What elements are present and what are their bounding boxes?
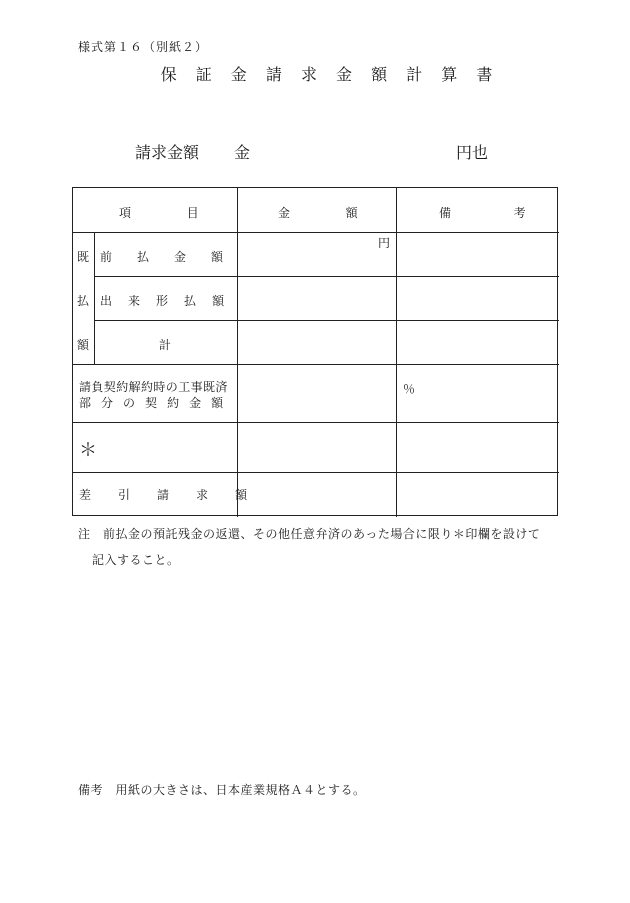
footnote: [78, 521, 540, 573]
row-progress-label: 出 来 形 払 額: [100, 294, 225, 308]
page-title: 保 証 金 請 求 金 額 計 算 書: [160, 65, 500, 84]
row-contract-label-line1: 請負契約解約時の工事既済: [79, 380, 228, 394]
header-item: [119, 204, 199, 221]
percent-unit: ％: [403, 382, 416, 396]
calculation-table: [72, 187, 558, 516]
remarks-note: 備考 用紙の大きさは、日本産業規格Ａ４とする。: [78, 783, 366, 797]
header-remarks-char-1: 備: [439, 206, 452, 220]
header-item-char-2: 目: [186, 206, 199, 220]
footnote-line-1: 注 前払金の預託残金の返還、その他任意弁済のあった場合に限り＊印欄を設けて: [78, 527, 541, 541]
header-remarks-char-2: 考: [513, 206, 526, 220]
group-label-char-3: 額: [77, 338, 90, 352]
header-remarks: [439, 204, 526, 221]
yen-unit: 円: [378, 236, 391, 250]
group-label-char-2: 払: [77, 294, 90, 308]
claim-kin-label: 金: [234, 143, 251, 162]
header-amount: [278, 204, 358, 221]
form-number: 様式第１６（別紙２）: [78, 40, 209, 54]
header-amount-char-2: 額: [345, 206, 358, 220]
row-contract-label-line2: 部 分 の 契 約 金 額: [79, 396, 224, 410]
claim-yen-label: 円也: [456, 143, 489, 162]
row-asterisk-label: ＊: [79, 440, 97, 461]
claim-amount-label: 請求金額: [135, 143, 200, 162]
group-label-char-1: 既: [77, 250, 90, 264]
row-difference-label: 差 引 請 求 額: [79, 488, 248, 502]
row-subtotal-label: 計: [159, 338, 172, 352]
header-amount-char-1: 金: [278, 206, 291, 220]
header-item-char-1: 項: [119, 206, 132, 220]
row-advance-label: 前 払 金 額: [100, 250, 224, 264]
footnote-line-2: 記入すること。: [92, 553, 180, 567]
